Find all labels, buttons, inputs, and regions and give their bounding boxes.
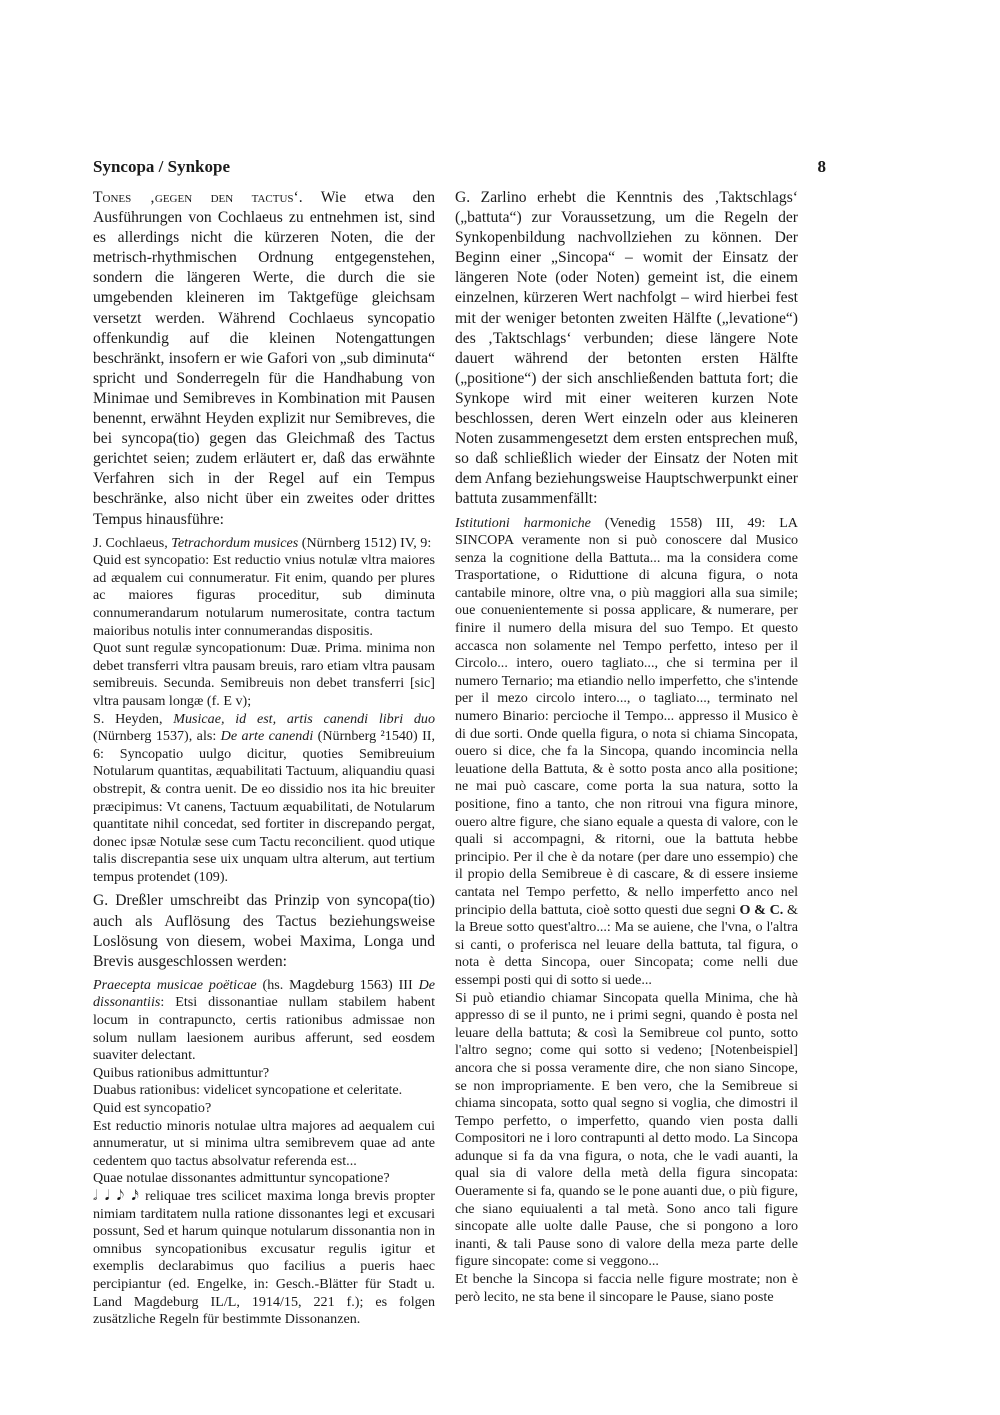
quote-line: Est reductio minoris notulae ultra majores ad aequalem cui annumeratur, ut si minima ultra semibrevem quae ad ante cedentem quo tactus absolvatur referenda est... bbox=[93, 1117, 435, 1169]
right-column bbox=[455, 188, 798, 1306]
mensuration-signs: O & C. bbox=[739, 901, 784, 918]
quote-line: Duabus rationibus: videlicet syncopatione et celeritate. bbox=[93, 1082, 403, 1099]
quote-dressler: Praecepta musicae poëticae (hs. Magdeburg 1563) III De dissonantiis: Etsi dissonantiae nullam stabilem habent locum in contrapuncto, certis rationibus admissae non solum nullam laesionem auribus afferunt, sed eosdem suaviter delectant. bbox=[93, 976, 435, 1064]
page-header bbox=[93, 157, 826, 181]
quote-zarlino-2: Si può etiandio chiamar Sincopata quella Minima, che hà appresso di se il punto, ne i primi segni, quando è posta nel leuare della battuta; & così la Semibreue col punto, sotto l'altro segno; come qui sotto si vedeno; [Notenbeispiel] ancora che si possa veramente dire, che non siano Sincope, se non impropriamente. E ben vero, che la Semibreue si chiama sincopata, sotto qual segno si voglia, che dimostri il Tempo perfetto, o imperfetto, quando vien posta dalli Compositori ne i loro contrapunti al detto modo. La Sincopa adunque si fa da vna figura, o nota, che le vadi auanti, la qual sia di valore della metà della figura sincopata: Oueramente si fa, quando se le pone auanti due, o più figure, che siano equiualenti a tal metà. Sono anco tali figure sincopate alle uolte dalle Pause, che si pongono a loro inanti, & tali Pause sono di valore della meza parte delle figure sincopate: come si veggono... bbox=[455, 989, 798, 1270]
running-title: Syncopa / Synkope bbox=[93, 157, 230, 176]
paragraph-dressler: G. Dreßler umschreibt das Prinzip von syncopa(tio) auch als Auflösung des Tactus beziehungsweise Loslösung von diesem, wobei Maxima, Longa und Brevis ausgeschlossen werden: bbox=[93, 892, 435, 970]
small-caps-phrase: Tones ‚gegen den tactus‘. bbox=[93, 189, 303, 206]
paragraph-intro: Tones ‚gegen den tactus‘. Wie etwa den Ausführungen von Cochlaeus zu entnehmen ist, sind es allerdings nicht die kürzeren Noten, die der metrisch-rhythmischen Ordnung entgegenstehen, sondern die längeren Werte, die durch die sie umgebenden kleineren im Taktgefüge gleichsam versetzt werden. Während Cochlaeus syncopatio offenkundig auf die kleinen Notengattungen beschränkt, insofern er wie Gafori von „sub diminuta“ spricht und Sonderregeln für die Handhabung von Minimae und Semibreves in Kombination mit Pausen benennt, erwähnt Heyden explizit nur Semibreves, die bei syncopa(tio) gegen das Gleichmaß des Tactus gerichtet seien; zudem erläutert er, daß das erwähnte Verfahren sich in der Regel auf ein Tempus beschränke, also nicht über ein zweites oder drittes Tempus hinausführe: bbox=[93, 189, 435, 528]
left-column bbox=[93, 188, 435, 1329]
quote-line: 𝅗𝅥 𝅘𝅥 𝅘𝅥𝅮 𝅘𝅥𝅯 reliquae tres scilicet maxima longa brevis propter nimiam tarditatem nulla ratione dissonantes legi et excusari possunt, Sed et harum quinque notularum dissonantia non in omnibus syncopationibus excusatur regulis igitur et exemplis declarabimus quo facilius a pueris haec percipiantur (ed. Engelke, in: Gesch.-Blätter für Stadt u. Land Magdeburg IL/L, 1914/15, 221 f.); es folgen zusätzliche Regeln für bestimmte Dissonanzen. bbox=[93, 1187, 435, 1328]
quote-line: Quae notulae dissonantes admittuntur syncopatione? bbox=[93, 1170, 390, 1187]
quote-heyden: S. Heyden, Musicae, id est, artis canendi libri duo (Nürnberg 1537), als: De arte canendi (Nürnberg ²1540) II, 6: Syncopatio uulgo dicitur, quoties Semibreuium Notularum quantitas, æquabilitati Tactuum, aliquandiu quasi obstrepit, & contra uenit. De eo dissidio nos ita hic breuiter præcipimus: Vt canens, Tactuum æquabilitati, de Notularum quantitate nihil concedat, sed fortiter in discrepando pergat, donec ipsæ Notulæ sese cum Tactu reconcilient. quod utique talis discrepantia sese uix unquam ultra alterum, aut tertium tempus protendet (109). bbox=[93, 710, 435, 885]
quote-cochlaeus: J. Cochlaeus, Tetrachordum musices (Nürnberg 1512) IV, 9: bbox=[93, 534, 432, 551]
quote-line: Quid est syncopatio? bbox=[93, 1100, 212, 1116]
quote-cochlaeus-text-2: Quot sunt regulæ syncopationum: Duæ. Prima. minima non debet transferri vltra pausam breuis, raro etiam vltra pausam semibreuis. Secunda. Semibreuis non debet transferri [sic] vltra pausam longæ (f. E v); bbox=[93, 640, 435, 709]
quote-zarlino-3: Et benche la Sincopa si faccia nelle figure mostrate; non è però lecito, ne sta bene il sincopare le Pause, siano poste bbox=[455, 1271, 798, 1305]
paragraph-zarlino: G. Zarlino erhebt die Kenntnis des ‚Taktschlags‘ („battuta“) zur Voraussetzung, um die Regeln der Synkopenbildung nachvollziehen zu können. Der Beginn einer „Sincopa“ – womit der Einsatz der längeren Note (oder Noten) gemeint ist, die einem einzelnen, kürzeren Wert nachfolgt – wird hierbei fest mit der weniger betonten zweiten Hälfte („levatione“) des ‚Taktschlags‘ verbunden; diese längere Note dauert während der betonten ersten Hälfte („positione“) der sich anschließenden battuta fort; die Synkope wird mit einer weiteren kurzen Note beschlossen, deren Wert einzeln oder aus kleineren Noten zusammengesetzt dem ersten entsprechen muß, so daß schließlich wieder der Einsatz der Noten mit dem Anfang beziehungsweise Hauptschwerpunkt einer battuta zusammenfällt: bbox=[455, 189, 798, 508]
quote-zarlino: Istitutioni harmoniche (Venedig 1558) III, 49: LA SINCOPA veramente non si può conoscere dal Musico senza la cognitione della Battuta... ma la considera come Trasportatione, o Riduttione di alcuna figura, o nota cantabile minore, oltre vna, o più maggiori alla sua simile; oue conuenientemente si possa applicare, & numerare, per finire il numero della misura del suo Tempo. Et questo accasca non solamente nel Tempo perfetto, inteso per il Circolo... intero, ouero tagliato..., che si termina per il numero Ternario; ma etiandio nello imperfetto, che s'intende per il mezo circolo intero..., o tagliato..., terminato nel numero Binario: percioche il Tempo... appresso il Musico è di due sorti. Onde quella figura, o nota si chiama Sincopata, ouero si dice, che fa la Sincopa, quando incomincia nella leuatione della Battuta, & è sotto posta anco alla positione; ne mai può cascare, come porta la sua natura, sotto la positione, fino a tanto, che non ritroui vna figura minore, ouero altre figure, che siano equale a questa di valore, con le quali si accompagni, & ritorni, oue la battuta hebbe principio. Per il che è da notare (per dare uno essempio) che il propio della Semibreue è di cascare, & di essere insieme cantata nel Tempo perfetto, & nello imperfetto anco nel principio della battuta, cioè sotto questi due segni O & C. & la Breue sotto quest'altro...: Ma se auiene, che l'vna, o l'altra si canti, o proferisca nel leuare della battuta, tal figura, o nota è detta Sincopa, ouer Sincopata; come nelli due essempi posti qui di sotto si uede... bbox=[455, 514, 798, 988]
quote-line: Quibus rationibus admittuntur? bbox=[93, 1064, 270, 1081]
music-notes-icon: 𝅗𝅥 𝅘𝅥 𝅘𝅥𝅮 𝅘𝅥𝅯 bbox=[93, 1187, 140, 1204]
page-number: 8 bbox=[817, 157, 826, 176]
quote-cochlaeus-text: Quid est syncopatio: Est reductio vnius notulæ vltra maiores ad æqualem cui connumeratur. Fit enim, quando per plures ac maiores figuras proceditur, sub diminuta connumerandarum notularum numerositate, contra tactum maioribus notulis inter connumerandas dispositis. bbox=[93, 552, 435, 639]
